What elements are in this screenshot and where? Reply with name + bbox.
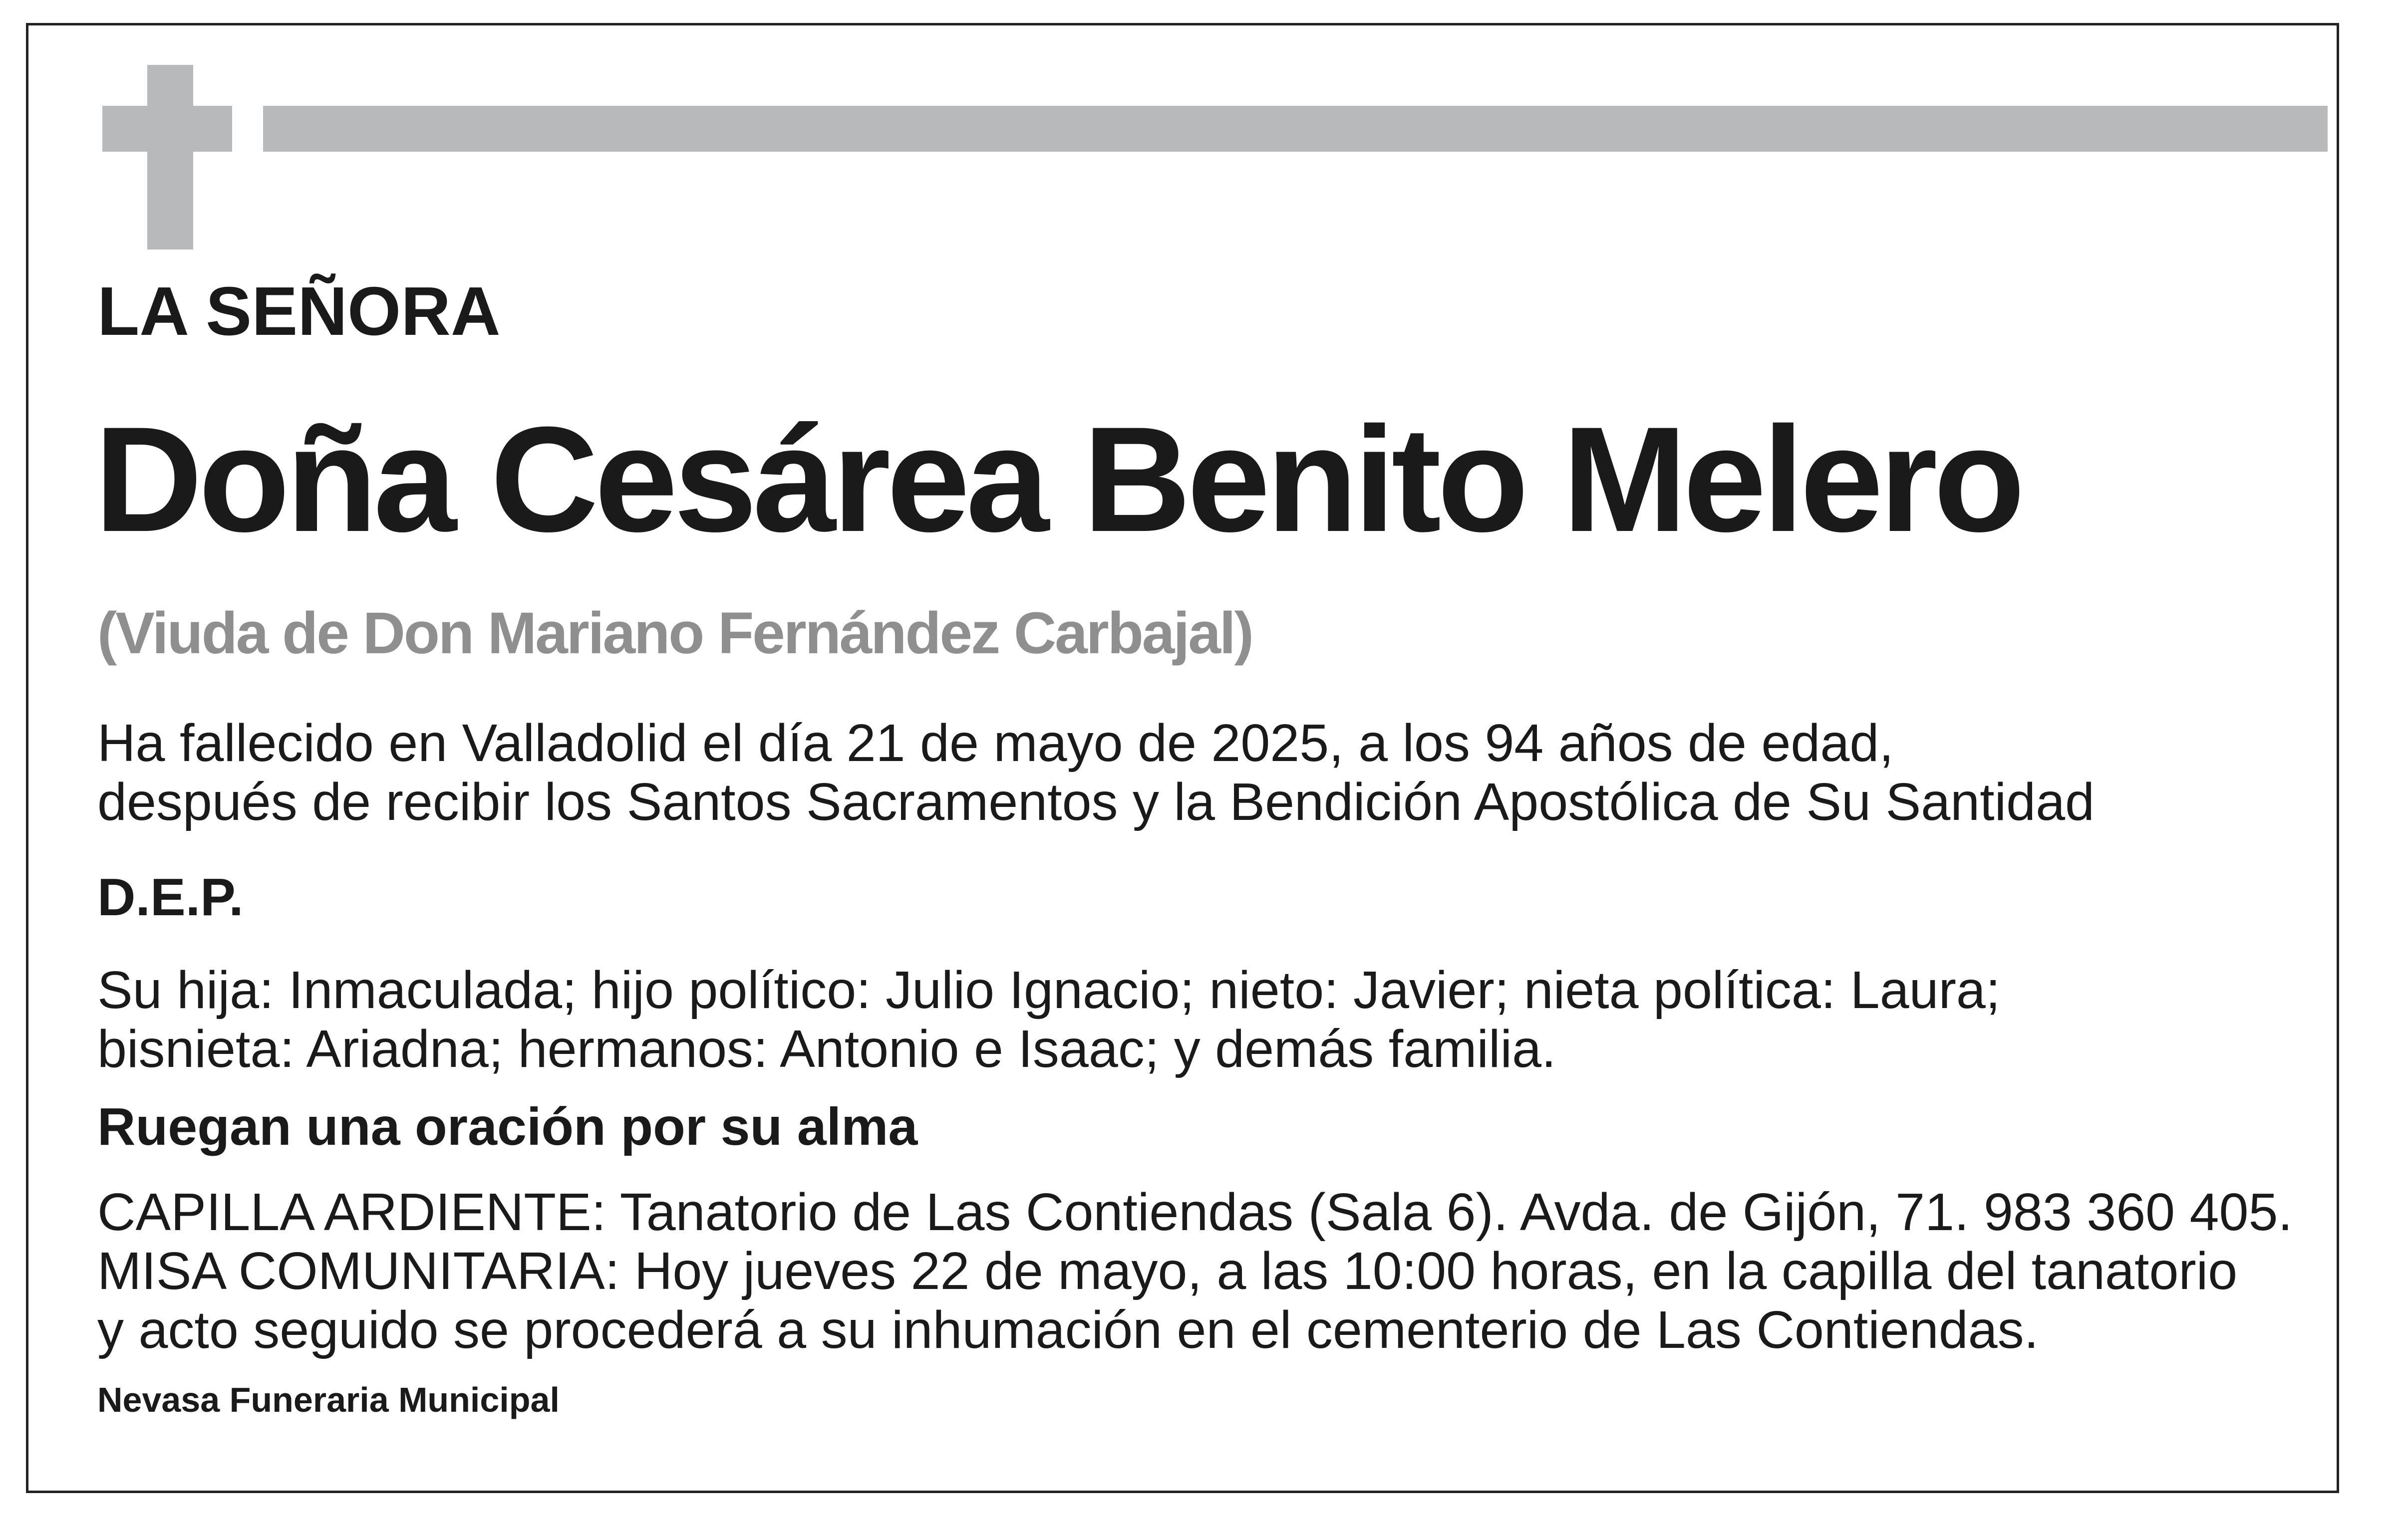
service-line: y acto seguido se procederá a su inhumación en el cementerio de Las Contiendas.	[97, 1300, 2039, 1359]
funeral-home: Nevasa Funeraria Municipal	[97, 1380, 560, 1419]
dep-label: D.E.P.	[97, 868, 244, 927]
prayer-request: Ruegan una oración por su alma	[97, 1097, 918, 1156]
family-line: Su hija: Inmaculada; hijo político: Julio Ignacio; nieto: Javier; nieta política: Laura;	[97, 961, 2001, 1020]
cross-vertical-bar	[147, 65, 193, 250]
family-paragraph	[97, 961, 2000, 1078]
service-line: MISA COMUNITARIA: Hoy jueves 22 de mayo, a las 10:00 horas, en la capilla del tanatorio	[97, 1242, 2238, 1300]
death-line: después de recibir los Santos Sacramentos y la Bendición Apostólica de Su Santidad	[97, 772, 2095, 831]
service-line: CAPILLA ARDIENTE: Tanatorio de Las Contiendas (Sala 6). Avda. de Gijón, 71. 983 360 405.	[97, 1183, 2293, 1242]
death-paragraph	[97, 714, 2095, 831]
family-line: bisnieta: Ariadna; hermanos: Antonio e Isaac; y demás familia.	[97, 1020, 1556, 1078]
services-paragraph	[97, 1183, 2293, 1359]
death-line: Ha fallecido en Valladolid el día 21 de mayo de 2025, a los 94 años de edad,	[97, 714, 1894, 772]
widow-of: (Viuda de Don Mariano Fernández Carbajal)	[97, 600, 1252, 666]
deceased-name: Doña Cesárea Benito Melero	[94, 395, 2021, 563]
title-label: LA SEÑORA	[97, 273, 501, 350]
cross-horizontal-bar	[102, 106, 232, 152]
header-divider-bar	[263, 106, 2328, 152]
